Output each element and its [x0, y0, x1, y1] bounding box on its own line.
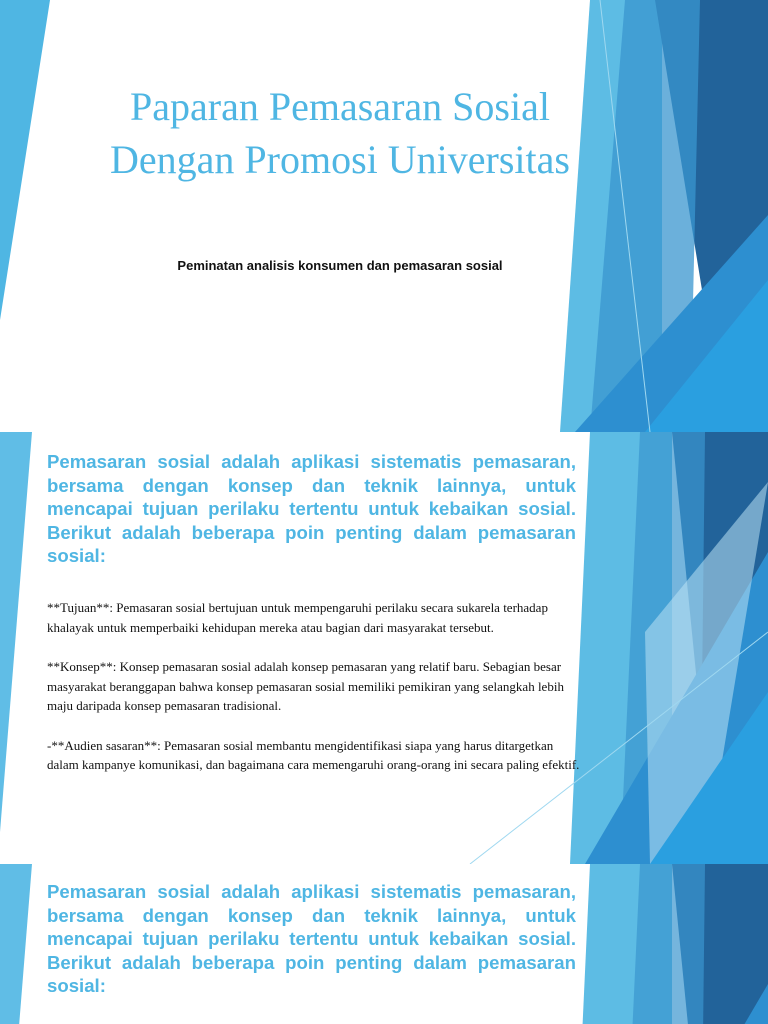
intro-paragraph: Pemasaran sosial adalah aplikasi sistematis pemasaran, bersama dengan konsep dan teknik lainnya, untuk mencapai tujuan perilaku tertentu untuk kebaikan sosial. Berikut adalah beberapa poin penting dalam pemasaran sosial: [47, 451, 576, 566]
key-points-list [47, 598, 587, 795]
slide-decoration [0, 0, 768, 432]
point-audien-sasaran: -**Audien sasaran**: Pemasaran sosial membantu mengidentifikasi siapa yang harus ditargetkan dalam kampanye komunikasi, dan bagaimana cara memengaruhi orang-orang ini secara paling efektif. [47, 737, 580, 772]
intro-paragraph: Pemasaran sosial adalah aplikasi sistematis pemasaran, bersama dengan konsep dan teknik lainnya, untuk mencapai tujuan perilaku tertentu untuk kebaikan sosial. Berikut adalah beberapa poin penting dalam pemasaran sosial: [47, 881, 576, 996]
content-slide [0, 432, 768, 864]
left-triangle [0, 864, 32, 1024]
content-slide-partial [0, 864, 768, 1024]
point-konsep: **Konsep**: Konsep pemasaran sosial adalah konsep pemasaran yang relatif baru. Sebagian besar masyarakat beranggapan bahwa konsep pemasaran sosial memiliki pemikiran yang selangkah lebih maju daripada konsep pemasaran tradisional. [47, 659, 564, 713]
title-slide [0, 0, 768, 432]
slide-title: Paparan Pemasaran Sosial Dengan Promosi Universitas [110, 84, 570, 182]
point-tujuan: **Tujuan**: Pemasaran sosial bertujuan untuk mempengaruhi perilaku secara sukarela terhadap khalayak untuk memperbaiki kehidupan mereka atau bagian dari masyarakat tersebut. [47, 600, 548, 635]
left-triangle [0, 0, 50, 320]
slide-subtitle: Peminatan analisis konsumen dan pemasaran sosial [177, 258, 503, 273]
left-triangle [0, 432, 32, 832]
